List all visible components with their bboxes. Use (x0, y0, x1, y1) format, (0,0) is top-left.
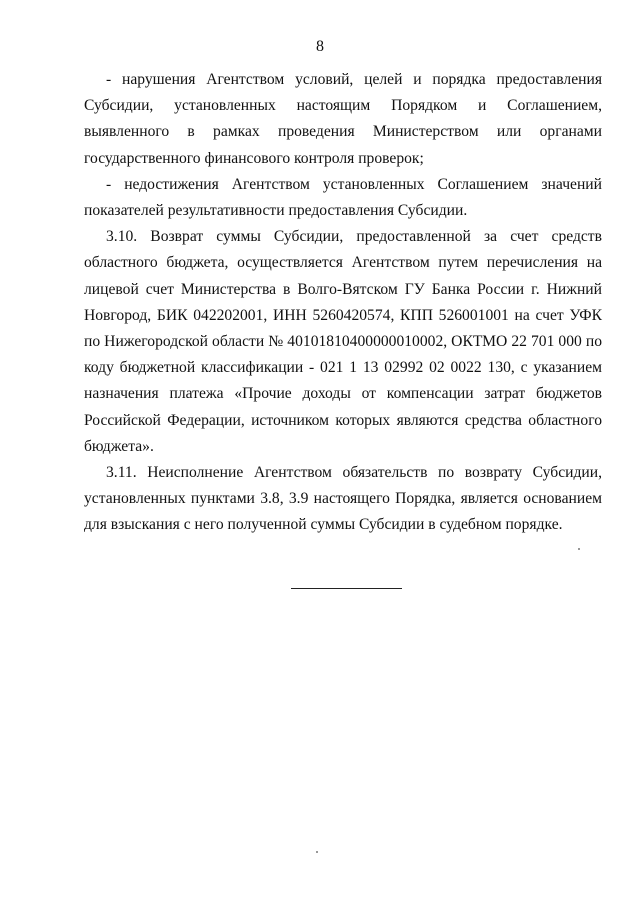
paragraph-non-achievement: - недостижения Агентством установленных Соглашением значений показателей результативности предоставления Субсидии. (84, 175, 602, 220)
page-number: 8 (316, 38, 324, 55)
paragraph-item-3-10: 3.10. Возврат суммы Субсидии, предоставленной за счет средств областного бюджета, осуществляется Агентством путем перечисления на лицевой счет Министерства в Волго-Вятском ГУ Банка России г. Нижний Новгород, БИК 042202001, ИНН 5260420574, КПП 526001001 на счет УФК по Нижегородской области № 40101810400000010002, ОКТМО 22 701 000 по коду бюджетной классификации - 021 1 13 02992 02 0022 130, с указанием назначения платежа «Прочие доходы от компенсации затрат бюджетов Российской Федерации, источником которых являются средства областного бюджета». (84, 228, 602, 455)
end-separator-line (291, 588, 402, 589)
scan-speck (316, 851, 318, 853)
scan-speck (578, 548, 580, 550)
paragraph-violation: - нарушения Агентством условий, целей и порядка предоставления Субсидии, установленных настоящим Порядком и Соглашением, выявленного в рамках проведения Министерством или органами государственного финансового контроля проверок; (84, 71, 602, 167)
paragraph-item-3-11: 3.11. Неисполнение Агентством обязательств по возврату Субсидии, установленных пунктами 3.8, 3.9 настоящего Порядка, является основанием для взыскания с него полученной суммы Субсидии в судебном порядке. (84, 464, 602, 534)
document-body (84, 67, 602, 539)
